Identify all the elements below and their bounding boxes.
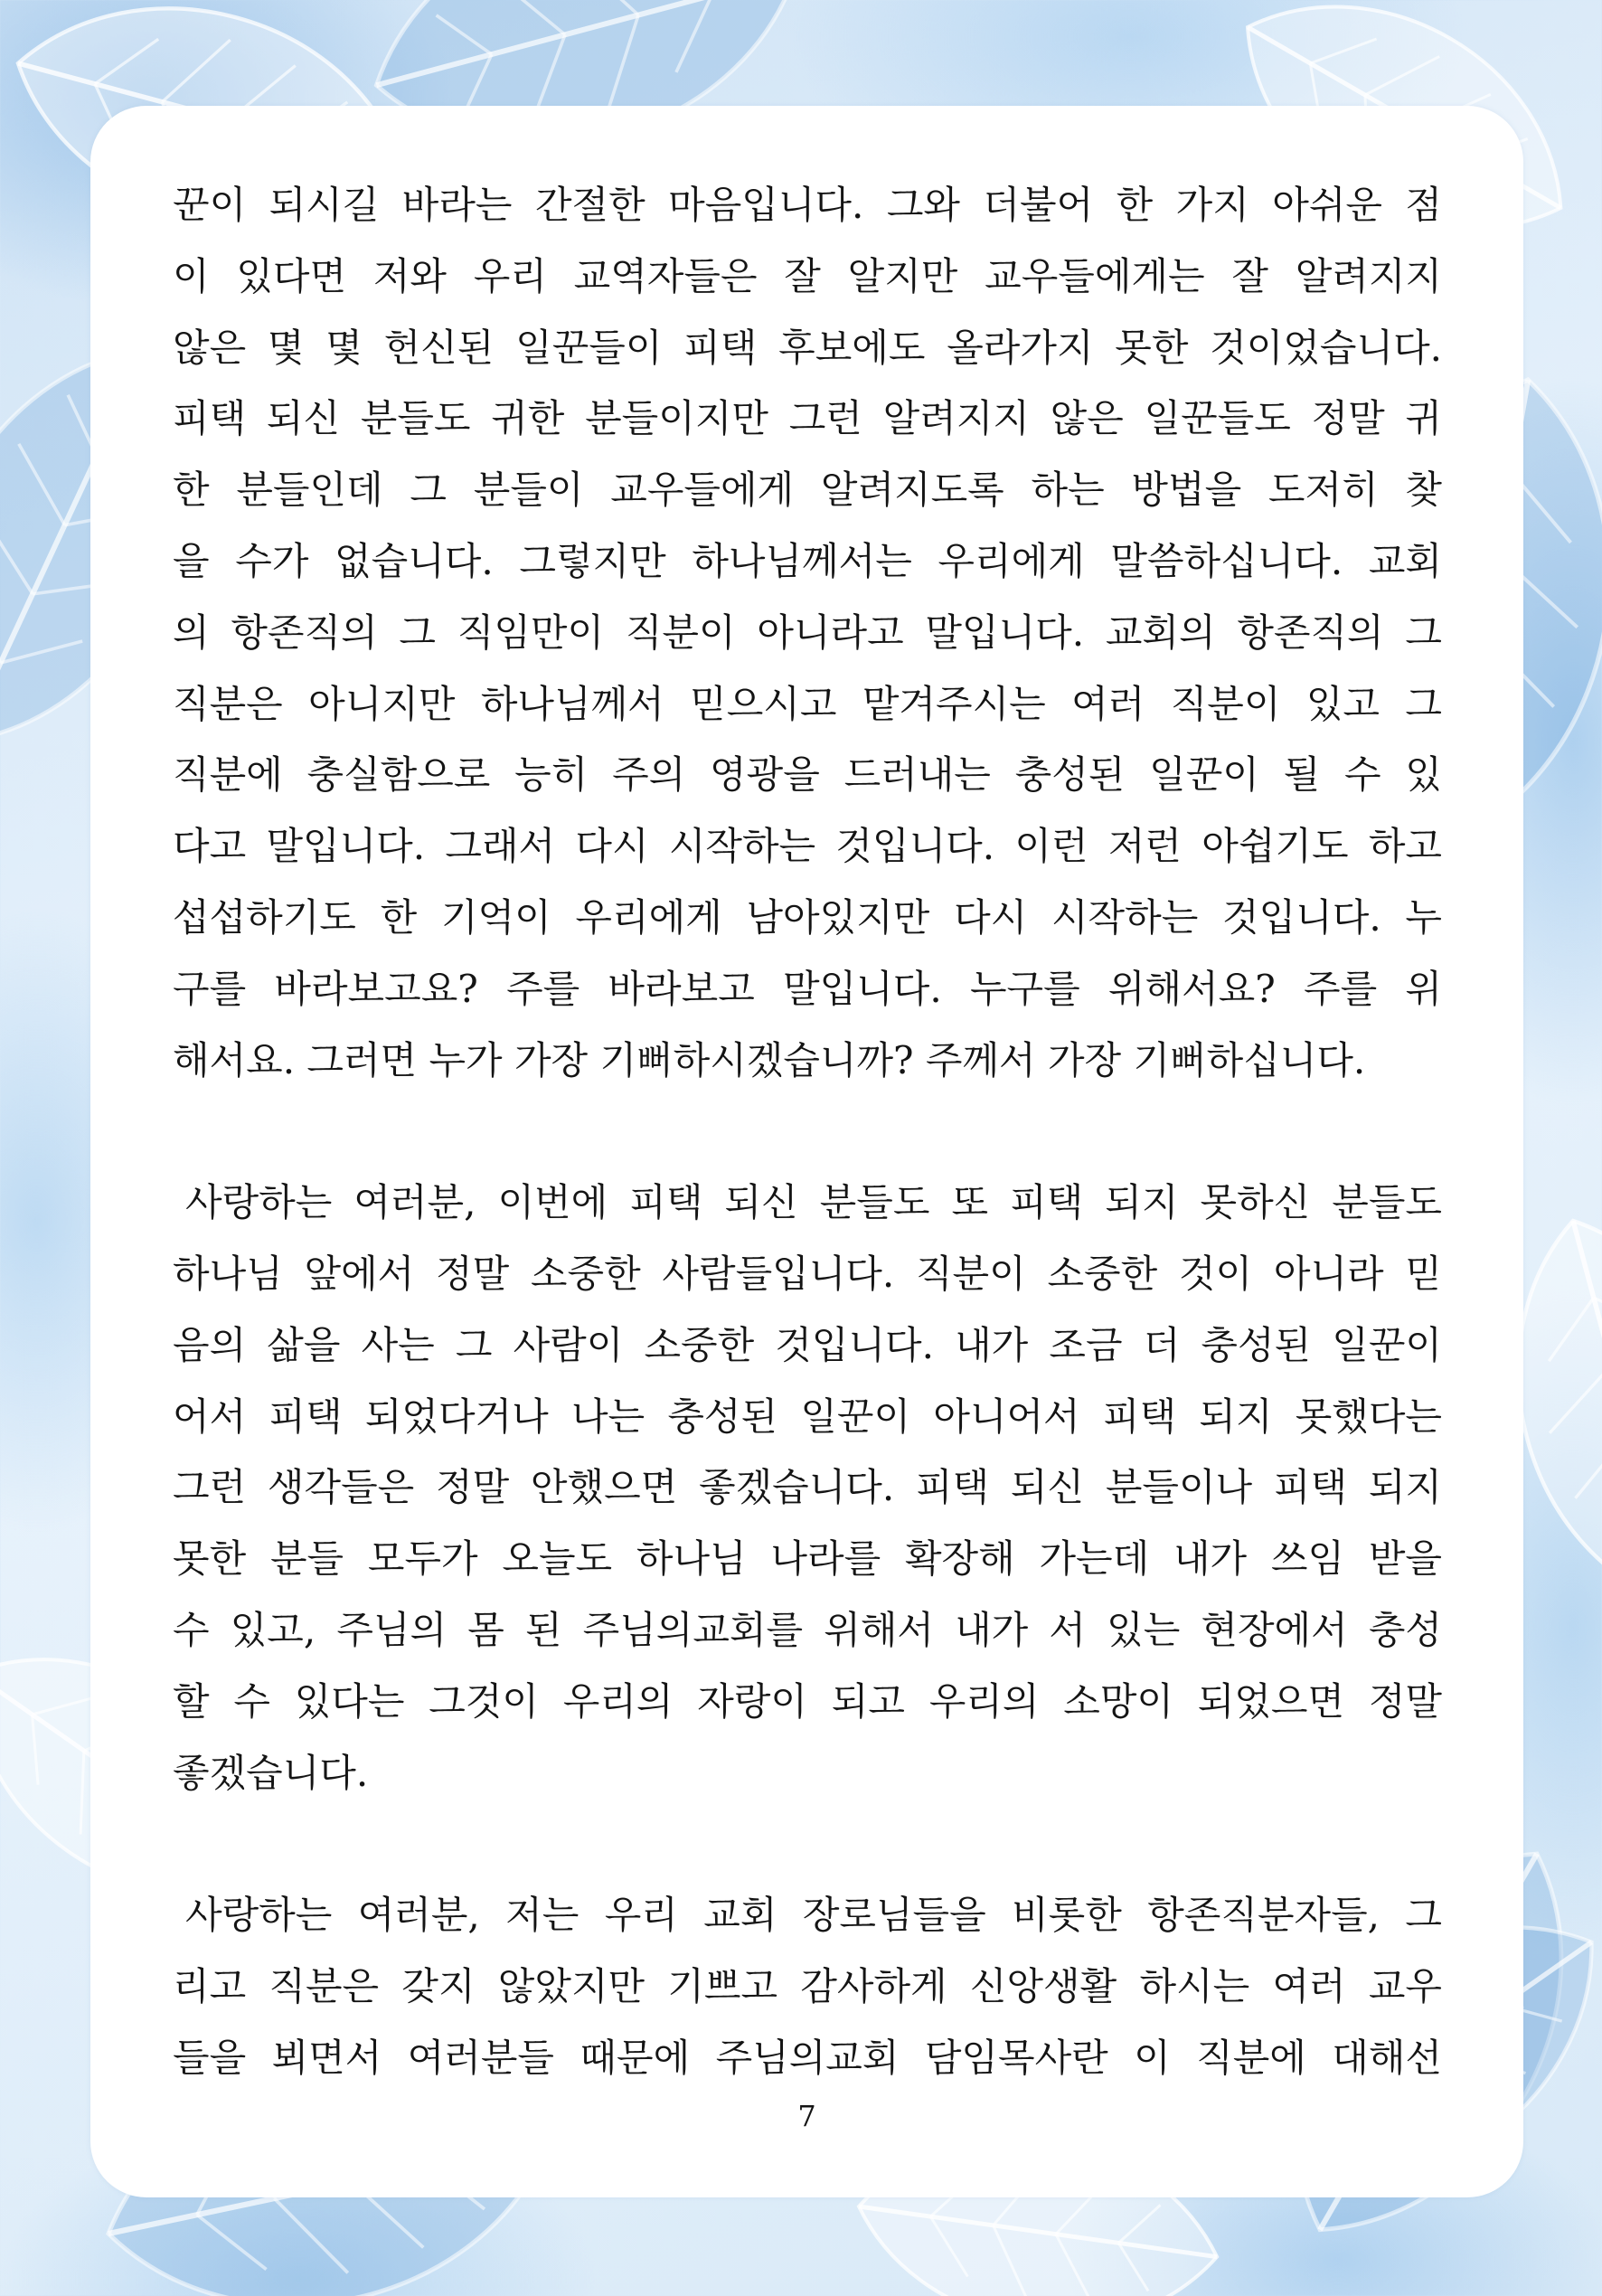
paragraph	[173, 1167, 1442, 1809]
text-line: 을 수가 없습니다. 그렇지만 하나님께서는 우리에게 말씀하십니다. 교회	[173, 538, 1442, 583]
text-line: 꾼이 되시길 바라는 간절한 마음입니다. 그와 더불어 한 가지 아쉬운 점	[173, 183, 1442, 227]
text-line: 사랑하는 여러분, 저는 우리 교회 장로님들을 비롯한 항존직분자들, 그	[185, 1893, 1442, 1938]
text-line: 리고 직분은 갖지 않았지만 기쁘고 감사하게 신앙생활 하시는 여러 교우	[173, 1963, 1442, 2008]
text-line: 직분에 충실함으로 능히 주의 영광을 드러내는 충성된 일꾼이 될 수 있	[173, 752, 1442, 798]
text-line: 의 항존직의 그 직임만이 직분이 아니라고 말입니다. 교회의 항존직의 그	[173, 609, 1442, 655]
text-line: 좋겠습니다.	[173, 1750, 369, 1795]
text-line: 직분은 아니지만 하나님께서 믿으시고 맡겨주시는 여러 직분이 있고 그	[173, 681, 1442, 726]
paragraph	[173, 1880, 1442, 2093]
text-line: 다고 말입니다. 그래서 다시 시작하는 것입니다. 이런 저런 아쉽기도 하고	[173, 824, 1442, 869]
text-line: 어서 피택 되었다거나 나는 충성된 일꾼이 아니어서 피택 되지 못했다는	[173, 1394, 1442, 1439]
text-line: 수 있고, 주님의 몸 된 주님의교회를 위해서 내가 서 있는 현장에서 충성	[173, 1607, 1442, 1652]
text-line: 한 분들인데 그 분들이 교우들에게 알려지도록 하는 방법을 도저히 찾	[173, 468, 1442, 513]
text-line: 음의 삶을 사는 그 사람이 소중한 것입니다. 내가 조금 더 충성된 일꾼이	[173, 1322, 1442, 1367]
text-line: 사랑하는 여러분, 이번에 피택 되신 분들도 또 피택 되지 못하신 분들도	[185, 1180, 1442, 1225]
text-line: 이 있다면 저와 우리 교역자들은 잘 알지만 교우들에게는 잘 알려지지	[173, 253, 1442, 298]
text-line: 못한 분들 모두가 오늘도 하나님 나라를 확장해 가는데 내가 쓰임 받을	[173, 1536, 1442, 1582]
page-number: 7	[797, 2099, 816, 2133]
text-line: 하나님 앞에서 정말 소중한 사람들입니다. 직분이 소중한 것이 아니라 믿	[173, 1251, 1442, 1296]
text-line: 않은 몇 몇 헌신된 일꾼들이 피택 후보에도 올라가지 못한 것이었습니다.	[173, 325, 1442, 370]
article-body	[173, 170, 1442, 2165]
text-line: 할 수 있다는 그것이 우리의 자랑이 되고 우리의 소망이 되었으면 정말	[173, 1678, 1442, 1724]
text-line: 섭섭하기도 한 기억이 우리에게 남아있지만 다시 시작하는 것입니다. 누	[173, 894, 1442, 940]
text-line: 들을 뵈면서 여러분들 때문에 주님의교회 담임목사란 이 직분에 대해선	[173, 2035, 1442, 2080]
paragraph	[173, 170, 1442, 1096]
text-line: 그런 생각들은 정말 안했으면 좋겠습니다. 피택 되신 분들이나 피택 되지	[173, 1465, 1442, 1510]
text-line: 해서요. 그러면 누가 가장 기뻐하시겠습니까? 주께서 가장 기뻐하십니다.	[173, 1037, 1366, 1082]
text-line: 피택 되신 분들도 귀한 분들이지만 그런 알려지지 않은 일꾼들도 정말 귀	[173, 396, 1442, 441]
text-line: 구를 바라보고요? 주를 바라보고 말입니다. 누구를 위해서요? 주를 위	[173, 966, 1442, 1011]
content-panel	[90, 106, 1523, 2197]
